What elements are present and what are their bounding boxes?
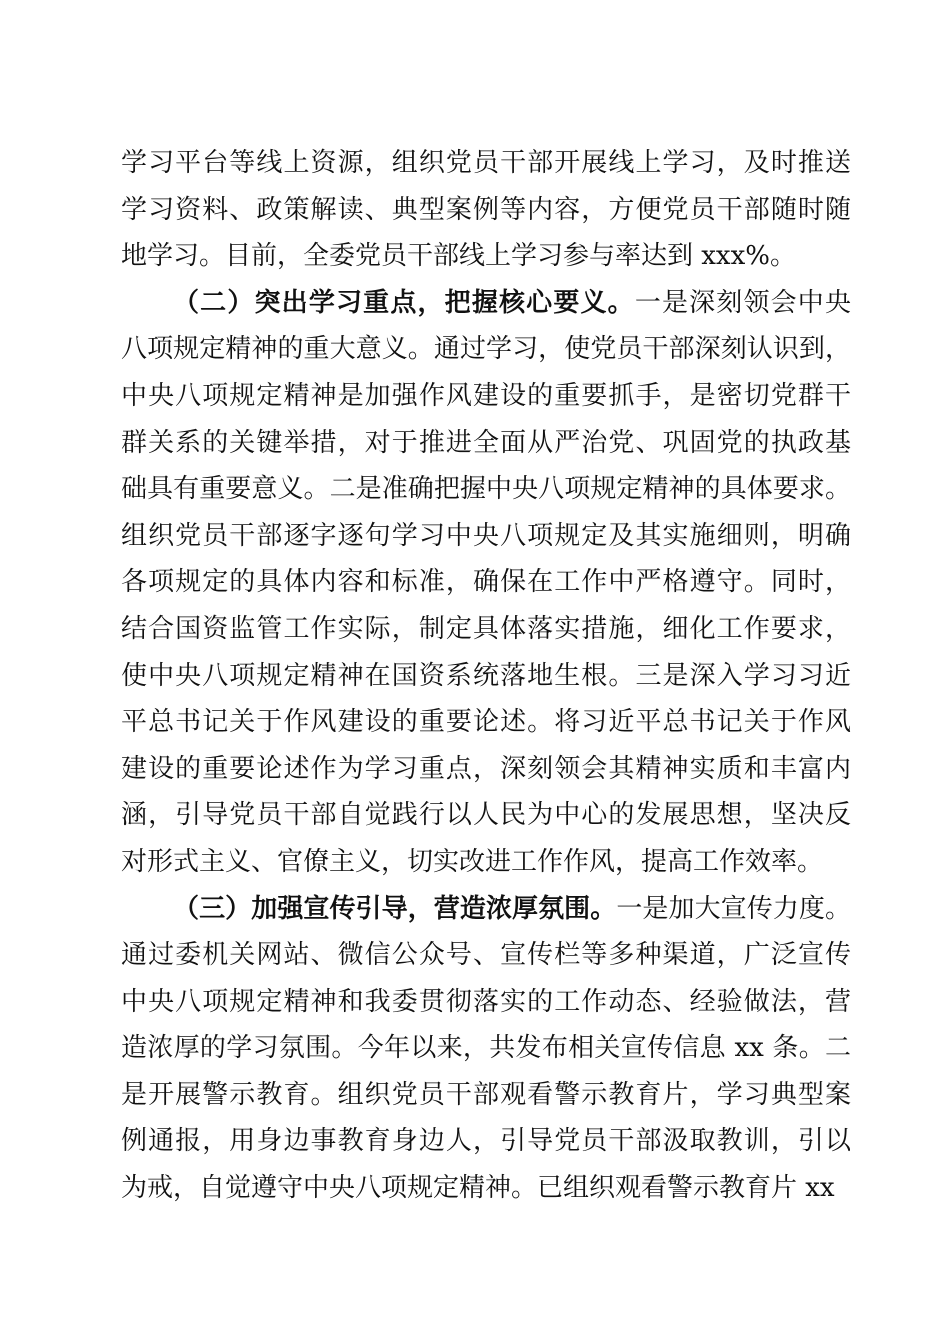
text-line: 学习资料、政策解读、典型案例等内容，方便党员干部随时随 bbox=[121, 194, 851, 225]
section-heading-2: （二）突出学习重点，把握核心要义。 bbox=[173, 287, 635, 318]
text-line: 例通报，用身边事教育身边人，引导党员干部汲取教训，引以 bbox=[121, 1126, 851, 1157]
paragraph-first-line bbox=[121, 886, 851, 933]
text-line: 中央八项规定精神和我委贯彻落实的工作动态、经验做法，营 bbox=[121, 986, 851, 1017]
text-line: 础具有重要意义。二是准确把握中央八项规定精神的具体要求。 bbox=[121, 474, 851, 505]
text-line: 地学习。目前，全委党员干部线上学习参与率达到 xxx%。 bbox=[121, 241, 796, 272]
paragraph-first-line bbox=[121, 280, 851, 327]
text-line: 造浓厚的学习氛围。今年以来，共发布相关宣传信息 xx 条。二 bbox=[121, 1033, 851, 1064]
text-line: 通过委机关网站、微信公众号、宣传栏等多种渠道，广泛宣传 bbox=[121, 940, 851, 971]
text-run: 一是深刻领会中央 bbox=[634, 287, 851, 318]
text-line: 对形式主义、官僚主义，切实改进工作作风，提高工作效率。 bbox=[121, 846, 824, 877]
text-line: 建设的重要论述作为学习重点，深刻领会其精神实质和丰富内 bbox=[121, 753, 851, 784]
section-heading-3: （三）加强宣传引导，营造浓厚氛围。 bbox=[173, 893, 617, 924]
text-line: 结合国资监管工作实际，制定具体落实措施，细化工作要求， bbox=[121, 613, 851, 644]
text-line: 为戒，自觉遵守中央八项规定精神。已组织观看警示教育片 xx bbox=[121, 1173, 835, 1204]
text-line: 群关系的关键举措，对于推进全面从严治党、巩固党的执政基 bbox=[121, 427, 851, 458]
text-line: 学习平台等线上资源，组织党员干部开展线上学习，及时推送 bbox=[121, 148, 851, 178]
text-line: 八项规定精神的重大意义。通过学习，使党员干部深刻认识到， bbox=[121, 334, 851, 365]
text-line: 使中央八项规定精神在国资系统落地生根。三是深入学习习近 bbox=[121, 660, 851, 691]
text-line: 涵，引导党员干部自觉践行以人民为中心的发展思想，坚决反 bbox=[121, 800, 851, 831]
text-line: 组织党员干部逐字逐句学习中央八项规定及其实施细则，明确 bbox=[121, 520, 851, 551]
text-run: 一是加大宣传力度。 bbox=[616, 893, 851, 924]
document-body bbox=[121, 140, 851, 1212]
text-line: 是开展警示教育。组织党员干部观看警示教育片，学习典型案 bbox=[121, 1079, 851, 1110]
text-line: 各项规定的具体内容和标准，确保在工作中严格遵守。同时， bbox=[121, 567, 851, 598]
text-line: 平总书记关于作风建设的重要论述。将习近平总书记关于作风 bbox=[121, 707, 851, 738]
text-line: 中央八项规定精神是加强作风建设的重要抓手，是密切党群干 bbox=[121, 380, 851, 411]
